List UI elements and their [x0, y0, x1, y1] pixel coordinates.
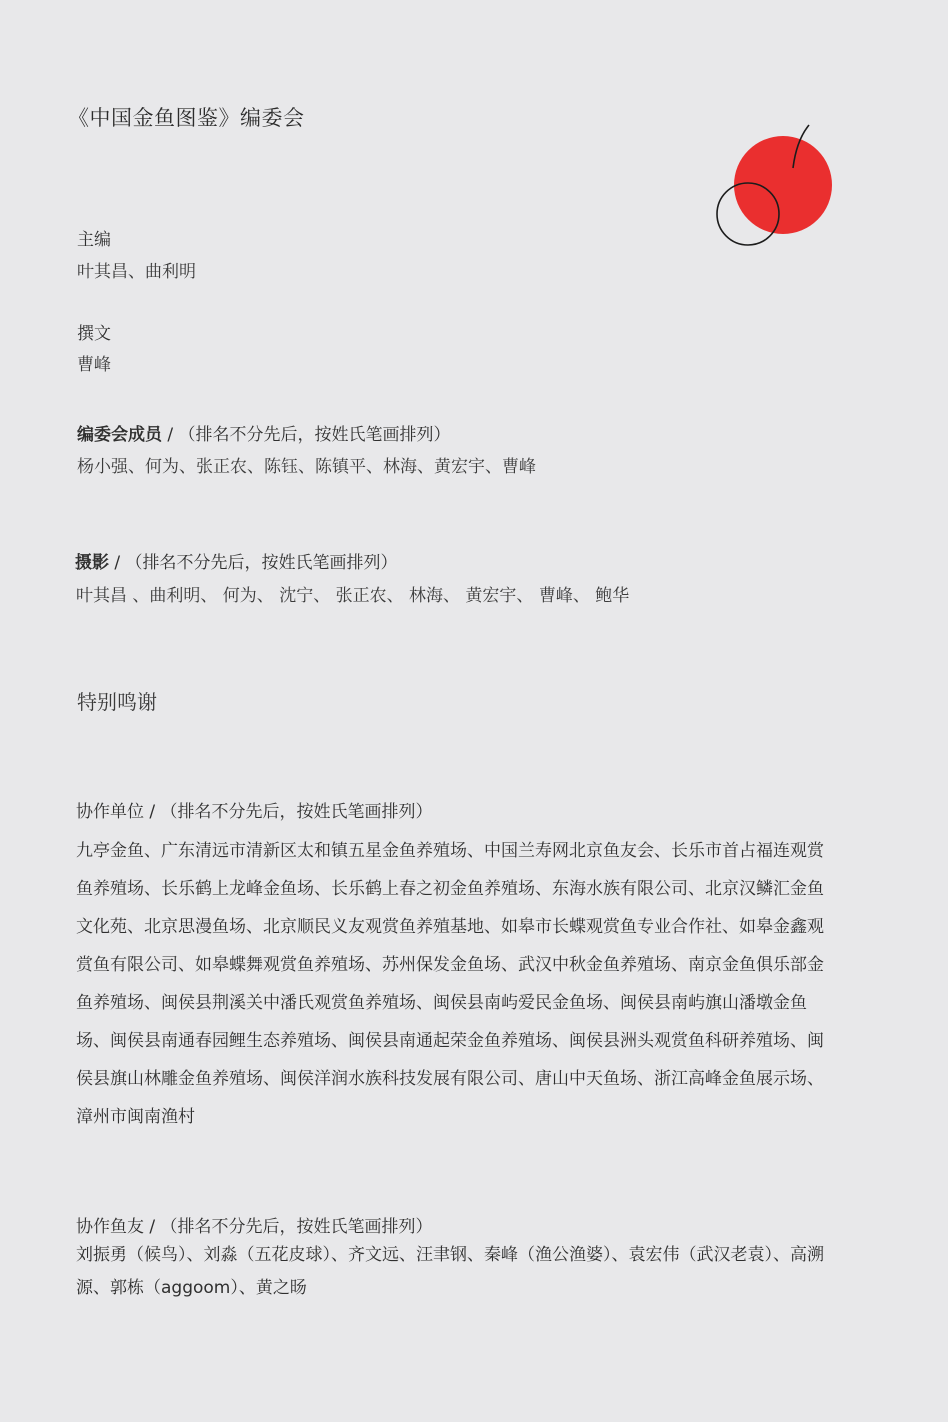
editor-names: 叶其昌、曲利明 [77, 262, 196, 282]
coop-units-text: 九亭金鱼、广东清远市清新区太和镇五星金鱼养殖场、中国兰寿网北京鱼友会、长乐市首占福连观赏鱼养殖场、长乐鹤上龙峰金鱼场、长乐鹤上春之初金鱼养殖场、东海水族有限公司、北京汉鳞汇金鱼文化苑、北京思漫鱼场、北京顺民义友观赏鱼养殖基地、如皋市长蝶观赏鱼专业合作社、如皋金鑫观赏鱼有限公司、如皋蝶舞观赏鱼养殖场、苏州保发金鱼场、武汉中秋金鱼养殖场、南京金鱼俱乐部金鱼养殖场、闽侯县荆溪关中潘氏观赏鱼养殖场、闽侯县南屿爱民金鱼场、闽侯县南屿旗山潘墩金鱼场、闽侯县南通春园鲤生态养殖场、闽侯县南通起荣金鱼养殖场、闽侯县洲头观赏鱼科研养殖场、闽侯县旗山林雕金鱼养殖场、闽侯洋润水族科技发展有限公司、唐山中天鱼场、浙江高峰金鱼展示场、漳州市闽南渔村 [76, 841, 824, 1127]
committee-names: 杨小强、何为、张正农、陈钰、陈镇平、林海、黄宏宇、曹峰 [77, 457, 536, 477]
writer-label: 撰文 [77, 324, 111, 344]
photography-heading [75, 548, 398, 573]
committee-note: / （排名不分先后，按姓氏笔画排列） [162, 425, 451, 445]
committee-label: 编委会成员 [77, 425, 162, 445]
red-circle-logo [712, 122, 837, 250]
page-title: 《中国金鱼图鉴》编委会 [68, 106, 305, 130]
photography-names: 叶其昌 、曲利明、 何为、 沈宁、 张正农、 林海、 黄宏宇、 曹峰、 鲍华 [76, 586, 630, 606]
special-thanks-heading: 特别鸣谢 [77, 690, 157, 714]
coop-units-label: 协作单位 / （排名不分先后，按姓氏笔画排列） [76, 802, 433, 822]
committee-heading [77, 420, 451, 445]
photography-label: 摄影 [75, 553, 109, 573]
coop-friends-text: 刘振勇（候鸟）、刘淼（五花皮球）、齐文远、汪聿钢、秦峰（渔公渔婆）、袁宏伟（武汉老袁）、高溯源、郭栋（aggoom）、黄之旸 [76, 1245, 824, 1298]
red-circle [734, 136, 832, 234]
coop-friends-label: 协作鱼友 / （排名不分先后，按姓氏笔画排列） [76, 1217, 433, 1237]
editor-label: 主编 [77, 230, 111, 250]
photography-note: / （排名不分先后，按姓氏笔画排列） [109, 553, 398, 573]
writer-names: 曹峰 [77, 355, 111, 375]
